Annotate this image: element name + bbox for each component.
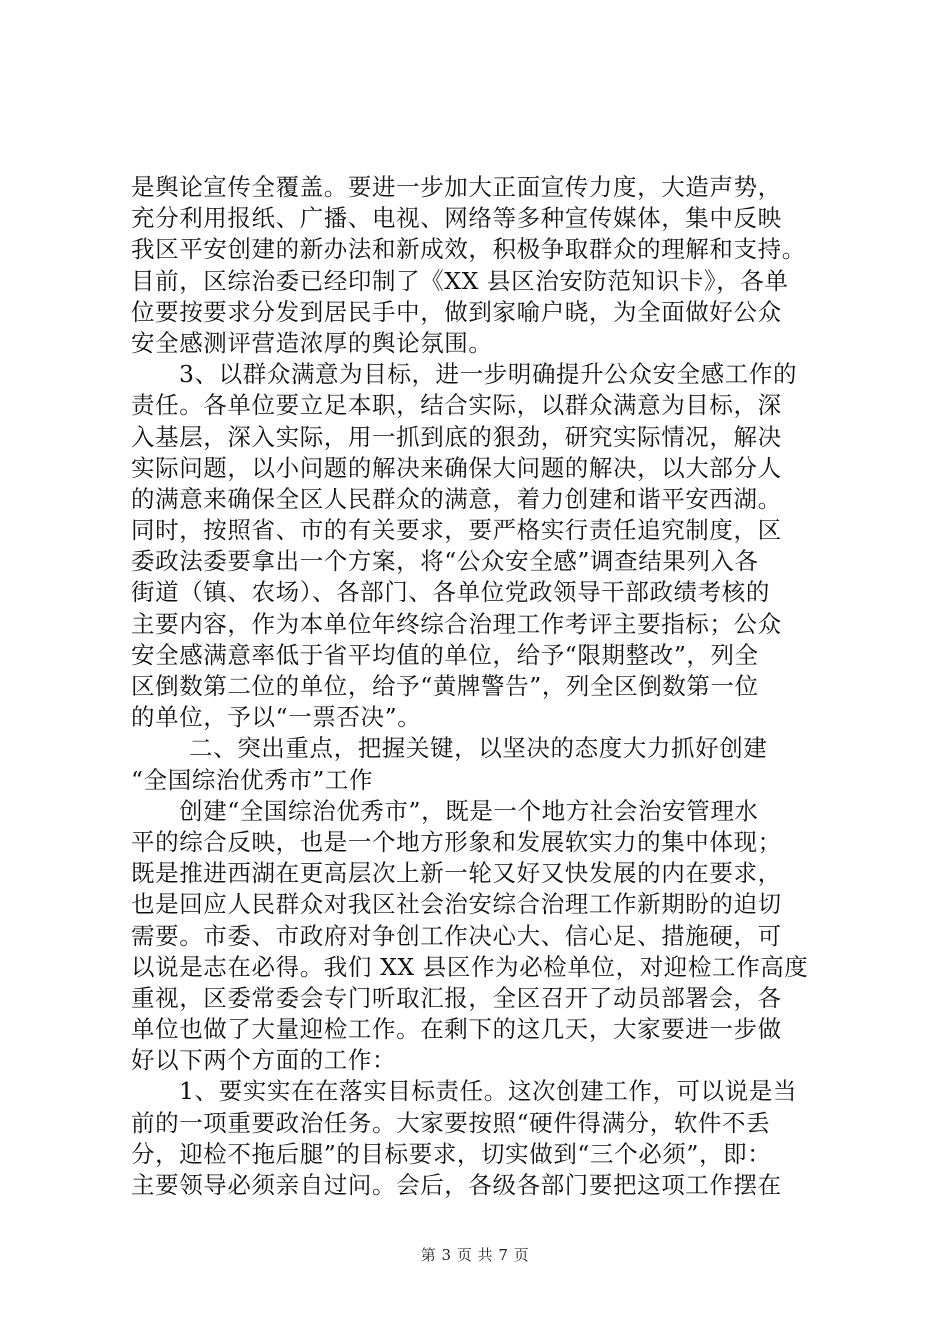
text-line: 区倒数第二位的单位，给予“黄牌警告”，列全区倒数第一位 (131, 672, 759, 700)
text-line: 好以下两个方面的工作： (131, 1046, 397, 1075)
document-body (131, 172, 836, 1201)
text-line: 也是回应人民群众对我区社会治安综合治理工作新期盼的迫切 (131, 890, 782, 919)
text-line: 安全感测评营造浓厚的舆论氛围。 (131, 328, 493, 357)
paragraph-start-line: 创建“全国综治优秀市”，既是一个地方社会治安管理水 (179, 796, 759, 825)
section-heading-line: 二、突出重点，把握关键，以坚决的态度大力抓好创建 (189, 734, 768, 763)
text-line: 街道（镇、农场）、各部门、各单位党政领导干部政绩考核的 (131, 578, 770, 607)
text-line: 的单位，予以“一票否决”。 (131, 703, 422, 732)
text-line: 主要内容，作为本单位年终综合治理工作考评主要指标；公众 (131, 609, 782, 638)
text-line: 既是推进西湖在更高层次上新一轮又好又快发展的内在要求， (131, 859, 782, 888)
text-line: 分，迎检不拖后腿”的目标要求，切实做到“三个必须”，即： (131, 1139, 772, 1168)
text-line: 委政法委要拿出一个方案，将“公众安全感”调查结果列入各 (131, 547, 759, 576)
paragraph-start-line: 3、以群众满意为目标，进一步明确提升公众安全感工作的 (179, 360, 798, 389)
page-number-footer: 第 3 页 共 7 页 (420, 1246, 530, 1264)
text-line: 主要领导必须亲自过问。会后，各级各部门要把这项工作摆在 (131, 1171, 782, 1199)
text-line: 单位也做了大量迎检工作。在剩下的这几天，大家要进一步做 (131, 1015, 782, 1044)
text-line: 责任。各单位要立足本职，结合实际，以群众满意为目标，深 (131, 391, 782, 420)
text-line: 前的一项重要政治任务。大家要按照“硬件得满分，软件不丢 (131, 1108, 771, 1137)
text-line: 重视，区委常委会专门听取汇报，全区召开了动员部署会，各 (131, 983, 782, 1012)
text-line: 同时，按照省、市的有关要求，要严格实行责任追究制度，区 (131, 516, 782, 545)
text-line: 入基层，深入实际，用一抓到底的狠劲，研究实际情况，解决 (131, 422, 782, 451)
text-line: 充分利用报纸、广播、电视、网络等多种宣传媒体，集中反映 (131, 204, 782, 233)
text-line: 位要按要求分发到居民手中，做到家喻户晓，为全面做好公众 (131, 297, 782, 326)
text-line: 的满意来确保全区人民群众的满意，着力创建和谐平安西湖。 (131, 484, 782, 513)
text-line: 安全感满意率低于省平均值的单位，给予“限期整改”，列全 (131, 640, 759, 669)
text-line: 我区平安创建的新办法和新成效，积极争取群众的理解和支持。 (131, 235, 806, 264)
text-line: 目前，区综治委已经印制了《XX 县区治安防范知识卡》，各单 (131, 266, 789, 295)
text-line: 平的综合反映，也是一个地方形象和发展软实力的集中体现； (131, 827, 782, 856)
text-line: 以说是志在必得。我们 XX 县区作为必检单位，对迎检工作高度 (131, 952, 809, 981)
paragraph-start-line: 1、要实实在在落实目标责任。这次创建工作，可以说是当 (179, 1077, 798, 1106)
section-heading-line: “全国综治优秀市”工作 (131, 765, 374, 794)
text-line: 实际问题，以小问题的解决来确保大问题的解决，以大部分人 (131, 453, 782, 482)
text-line: 是舆论宣传全覆盖。要进一步加大正面宣传力度，大造声势， (131, 173, 782, 201)
text-line: 需要。市委、市政府对争创工作决心大、信心足、措施硬，可 (131, 921, 782, 950)
